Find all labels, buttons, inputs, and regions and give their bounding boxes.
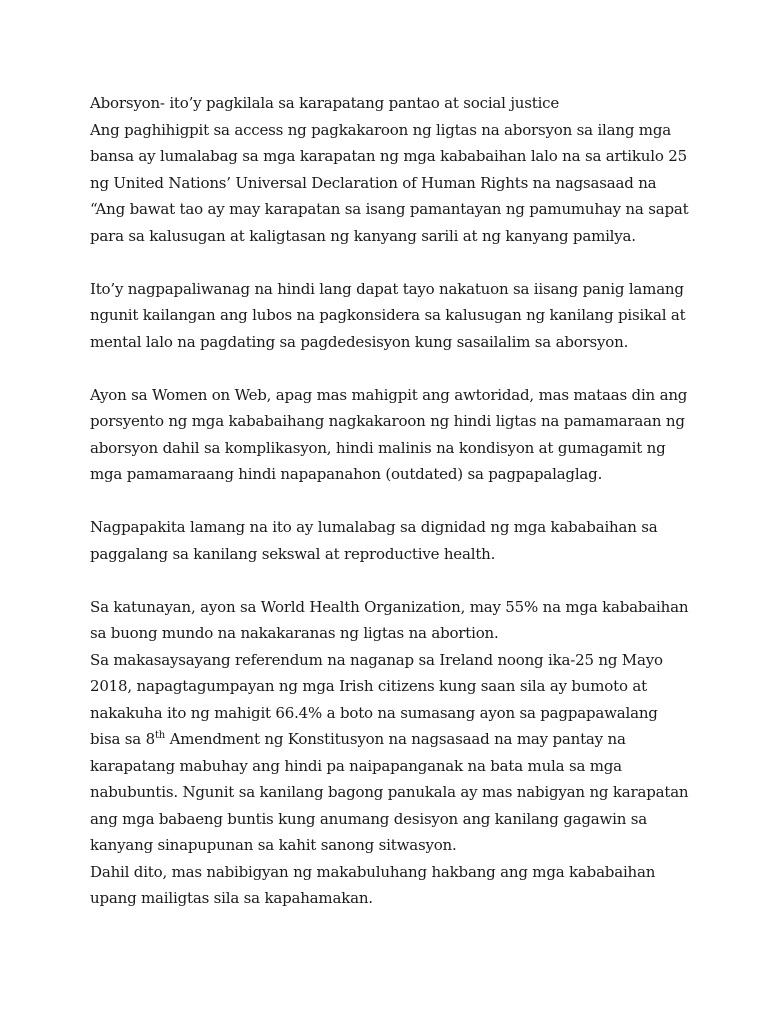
paragraph-5: Sa katunayan, ayon sa World Health Organization, may 55% na mga kababaihan sa buong mundo na nakakaranas ng ligtas na abortion. (90, 597, 689, 642)
intro-block (90, 90, 690, 249)
paragraph-3: Ayon sa Women on Web, apag mas mahigpit ang awtoridad, mas mataas din ang porsyento ng mga kababaihang nagkakaroon ng hindi ligtas na pamamaraan ng aborsyon dahil sa komplikasyon, hindi malinis na kondisyon at gumagamit ng mga pamamaraang hindi napapanahon (outdated) sa pagpapalaglag. (90, 385, 688, 483)
ireland-text-part-1: Sa makasaysayang referendum na naganap sa Ireland noong ika-25 ng Mayo 2018, napagtagumpayan ng mga Irish citizens kung saan sila ay bumoto at nakakuha ito ng mahigit 66.4% a boto na sumasang ayon sa pagpapawalang bisa sa 8 (90, 650, 663, 748)
paragraph-4: Nagpapakita lamang na ito ay lumalabag sa dignidad ng mga kababaihan sa paggalang sa kanilang sekswal at reproductive health. (90, 518, 658, 563)
ireland-referendum-paragraph (90, 647, 690, 859)
ordinal-superscript: th (154, 730, 166, 741)
paragraph-2: Ito’y nagpapaliwanag na hindi lang dapat tayo nakatuon sa iisang panig lamang ngunit kailangan ang lubos na pagkonsidera sa kalusugan ng kanilang pisikal at mental lalo na pagdating sa pagdedesisyon kung sasailalim sa aborsyon. (90, 279, 686, 351)
closing-block (90, 594, 690, 912)
ireland-text-part-2: Amendment ng Konstitusyon na nagsasaad na may pantay na karapatang mabuhay ang hindi pa naipapanganak na bata mula sa mga nabubuntis. Ngunit sa kanilang bagong panukala ay mas nabigyan ng karapatan ang mga babaeng buntis kung anumang desisyon ang kanilang gagawin sa kanyang sinapupunan sa kahit sanong sitwasyon. (90, 730, 689, 854)
document-title: Aborsyon- ito’y pagkilala sa karapatang pantao at social justice (90, 94, 560, 112)
paragraph-1: Ang paghihigpit sa access ng pagkakaroon ng ligtas na aborsyon sa ilang mga bansa ay lumalabag sa mga karapatan ng mga kababaihan lalo na sa artikulo 25 ng United Nations’ Universal Declaration of Human Rights na nagsasaad na “Ang bawat tao ay may karapatan sa isang pamantayan ng pamumuhay na sapat para sa kalusugan at kaligtasan ng kanyang sarili at ng kanyang pamilya. (90, 120, 689, 245)
conclusion-paragraph: Dahil dito, mas nabibigyan ng makabuluhang hakbang ang mga kababaihan upang mailigtas sila sa kapahamakan. (90, 862, 656, 907)
document-page (90, 90, 690, 938)
